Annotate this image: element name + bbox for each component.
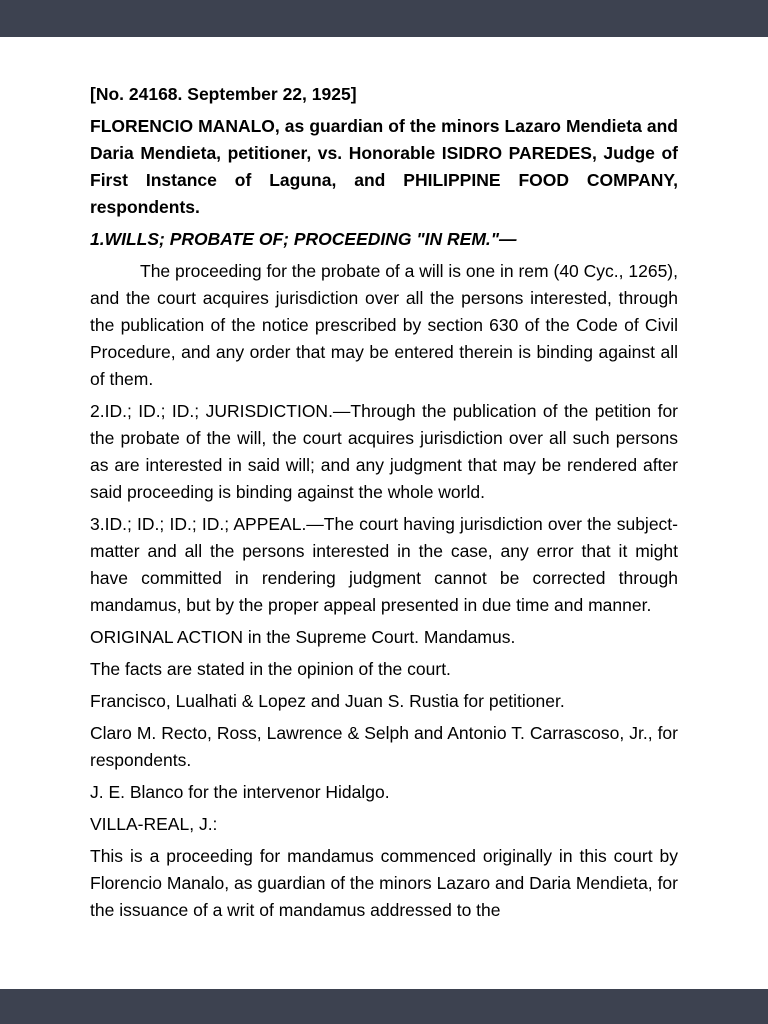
justice-line: VILLA-REAL, J.:	[90, 814, 218, 834]
action-line: ORIGINAL ACTION in the Supreme Court. Mandamus.	[90, 627, 516, 647]
counsel-respondents: Claro M. Recto, Ross, Lawrence & Selph and Antonio T. Carrascoso, Jr., for respondents.	[90, 723, 678, 770]
syllabus-item-jurisdiction: 2.ID.; ID.; ID.; JURISDICTION.—Through the publication of the petition for the probate of the will, the court acquires jurisdiction over all such persons as are interested in said will; and any judgment that may be rendered after said proceeding is binding against the whole world.	[90, 401, 678, 502]
case-title: FLORENCIO MANALO, as guardian of the minors Lazaro Mendieta and Daria Mendieta, petitioner, vs. Honorable ISIDRO PAREDES, Judge of First Instance of Laguna, and PHILIPPINE FOOD COMPANY, respondents.	[90, 116, 678, 217]
syllabus-body-wills: The proceeding for the probate of a will is one in rem (40 Cyc., 1265), and the court acquires jurisdiction over all the persons interested, through the publication of the notice prescribed by section 630 of the Code of Civil Procedure, and any order that may be entered therein is binding against all of them.	[90, 261, 678, 389]
case-number-line: [No. 24168. September 22, 1925]	[90, 84, 357, 104]
page-content	[90, 37, 678, 924]
document-page[interactable]	[0, 37, 768, 989]
syllabus-item-appeal: 3.ID.; ID.; ID.; ID.; APPEAL.—The court having jurisdiction over the subject-matter and all the persons interested in the case, any error that it might have committed in rendering judgment cannot be corrected through mandamus, but by the proper appeal presented in due time and manner.	[90, 514, 678, 615]
facts-line: The facts are stated in the opinion of the court.	[90, 659, 451, 679]
viewer-bottom-bar	[0, 989, 768, 1024]
opinion-paragraph: This is a proceeding for mandamus commenced originally in this court by Florencio Manalo, as guardian of the minors Lazaro and Daria Mendieta, for the issuance of a writ of mandamus addressed to the	[90, 846, 678, 920]
syllabus-heading-wills: 1.WILLS; PROBATE OF; PROCEEDING "IN REM."—	[90, 229, 517, 249]
counsel-intervenor: J. E. Blanco for the intervenor Hidalgo.	[90, 782, 390, 802]
counsel-petitioner: Francisco, Lualhati & Lopez and Juan S. Rustia for petitioner.	[90, 691, 565, 711]
viewer-top-bar	[0, 0, 768, 37]
